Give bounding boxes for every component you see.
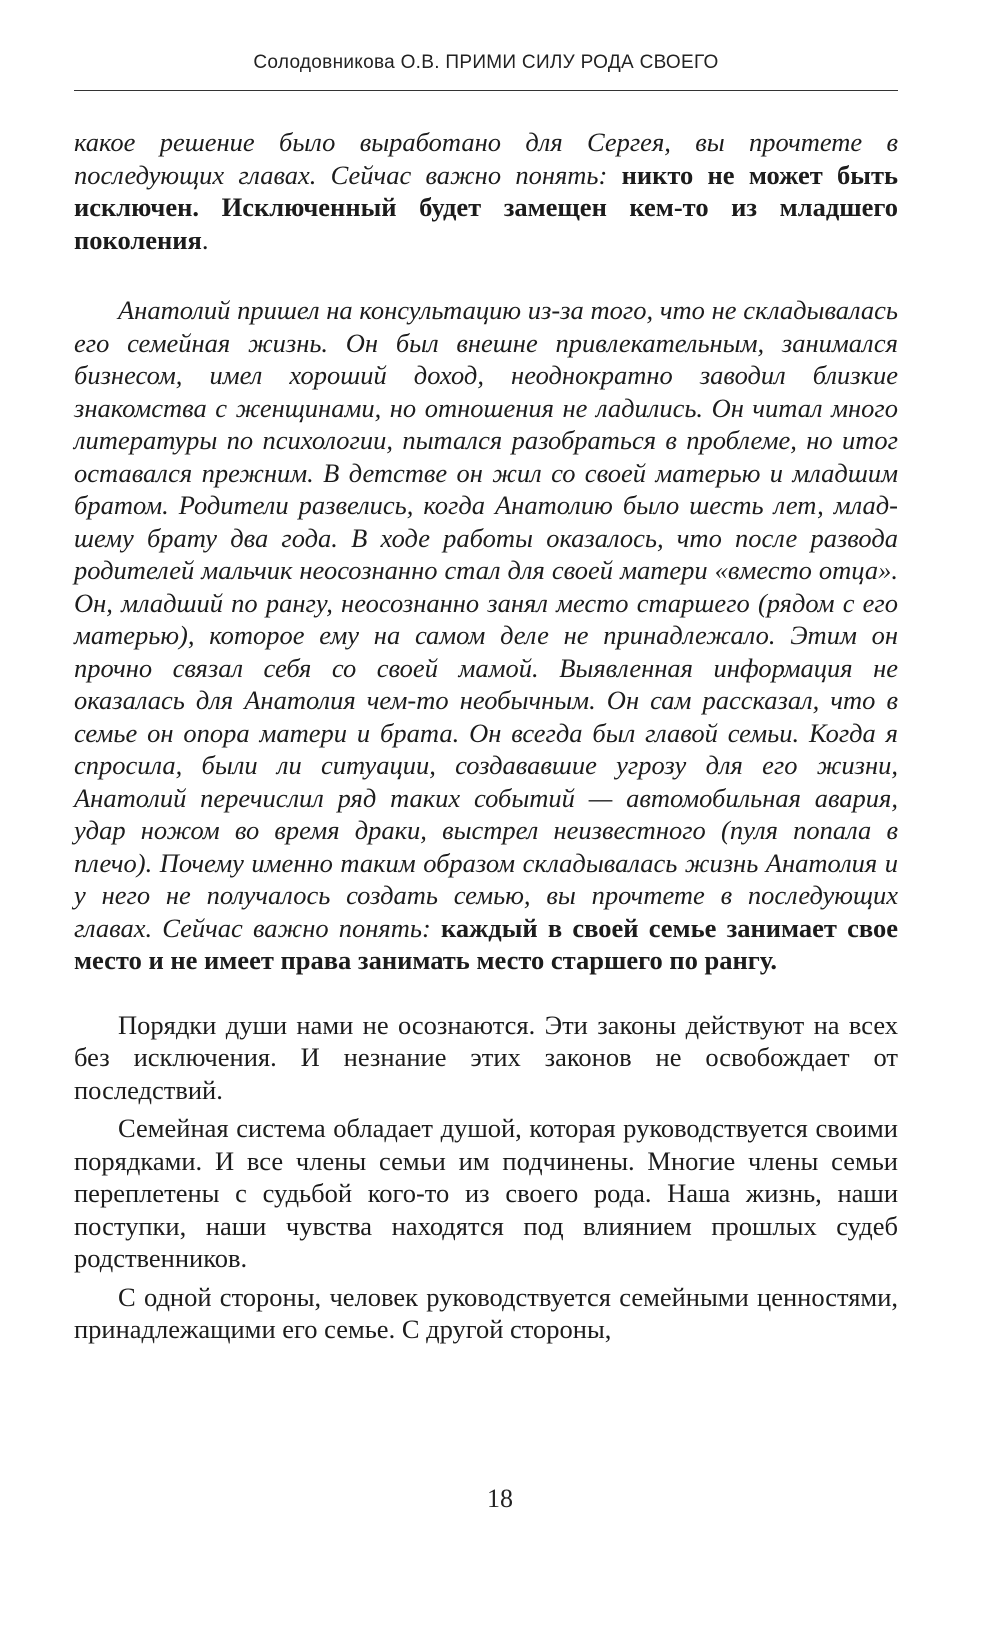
header-rule <box>74 90 898 91</box>
paragraph-family-values: С одной стороны, человек руководствуется семейными ценностями, принадлежащими его семье. С другой стороны, <box>74 1281 898 1344</box>
paragraph-family-system: Семейная система обладает душой, которая руководствуется своими порядками. И все члены семьи им подчинены. Многие члены семьи переплетены с судьбой кого-то из своего рода. Наша жизнь, наши поступки, наши чувства находятся под влиянием прошлых судеб родственников. <box>74 1113 898 1273</box>
emphasis-text: каждый в своей семье занимает свое место и не имеет права занимать место старшего по рангу. <box>74 912 898 975</box>
running-header: Солодовникова О.В. ПРИМИ СИЛУ РОДА СВОЕГО <box>253 52 719 73</box>
paragraph-sergey-conclusion <box>74 126 898 256</box>
paragraph-soul-orders: Порядки души нами не осознаются. Эти законы действуют на всех без исключения. И незнание этих законов не освобождает от последствий. <box>74 1009 898 1105</box>
paragraph-text: Анатолий пришел на консультацию из-за того, что не складывалась его семейная жизнь. Он был внешне привлекательным, занимался бизнесом, имел хороший доход, неоднократно заводил близкие знакомства с женщинами, но отношения не ладились. Он читал много литературы по психологии, пытался разобраться в проблеме, но итог оставался прежним. В детстве он жил со своей матерью и младшим братом. Родители развелись, когда Анатолию было шесть лет, младшему брату два года. В ходе работы оказалось, что после развода родителей мальчик неосознанно стал для своей матери «вместо отца». Он, младший по рангу, неосознанно занял место старшего (рядом с его матерью), которое ему на самом деле не принадлежало. Этим он прочно связал себя со своей мамой. Выявленная информация не оказалась для Анатолия чем-то необычным. Он сам рассказал, что в семье он опора матери и брата. Он всегда был главой семьи. Когда я спросила, были ли ситуации, создававшие угрозу для его жизни, Анатолий перечислил ряд таких событий — автомобильная авария, удар ножом во время драки, выстрел неизвестного (пуля попала в плечо). Почему именно таким образом складывалась жизнь Анатолия и у него не получалось создать семью, вы прочтете в последующих главах. Сейчас важно понять: <box>74 295 898 943</box>
paragraph-anatoly-case <box>74 294 898 977</box>
emphasis-text: никто не может быть исключен. Исключенный будет замещен кем-то из младшего поколения <box>74 159 898 255</box>
page-number: 18 <box>487 1484 513 1513</box>
paragraph-end: . <box>201 224 209 255</box>
page-body <box>74 126 898 1346</box>
paragraph-text: какое решение было выработано для Сергея, вы прочтете в последующих главах. Сейчас важно понять: <box>74 127 898 190</box>
